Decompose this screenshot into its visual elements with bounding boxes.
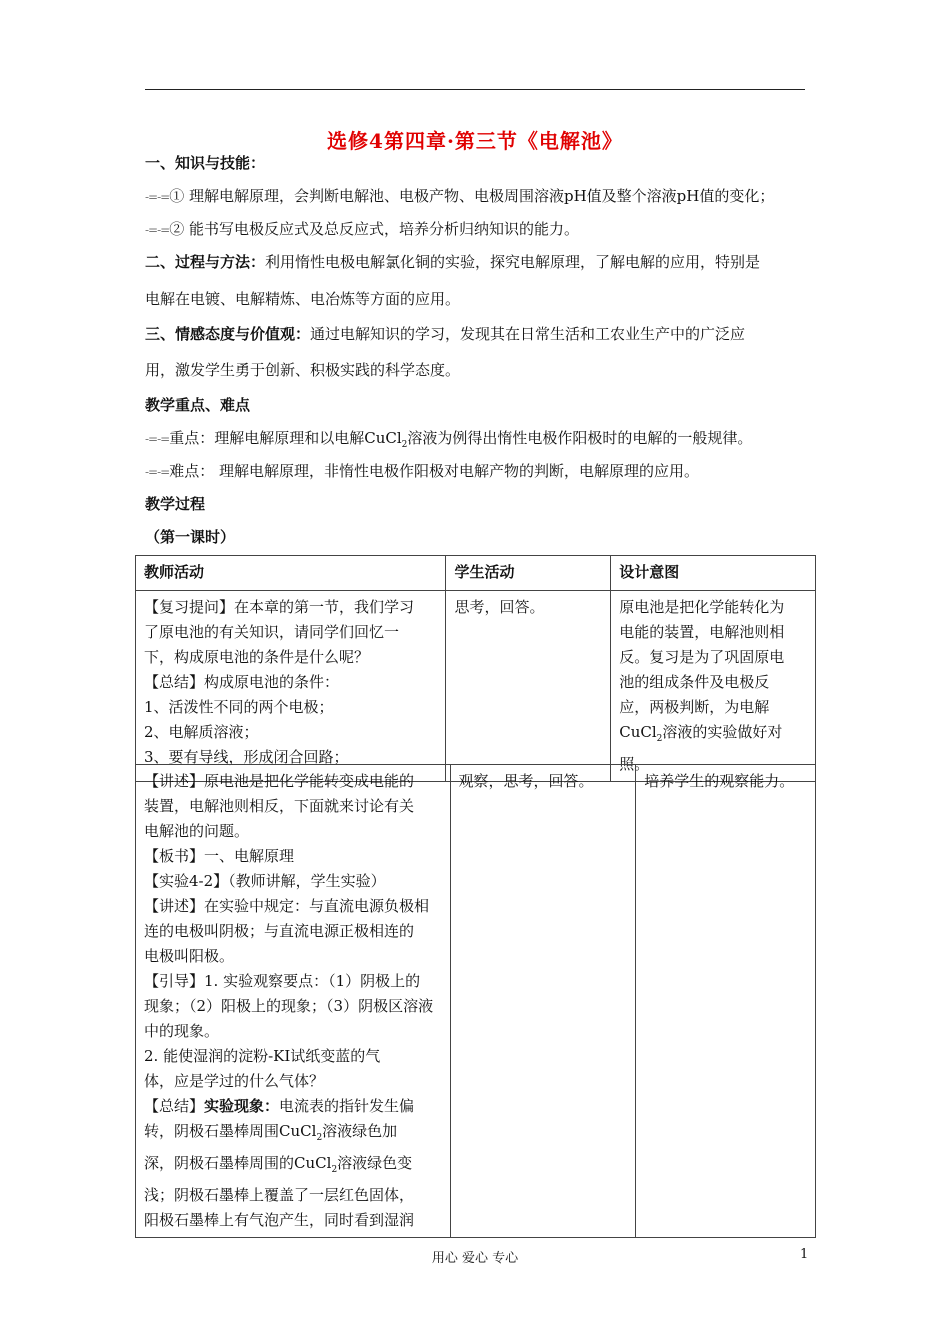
process-heading: 教学过程 [145, 495, 206, 513]
header-intent: 设计意图 [611, 556, 816, 591]
teacher-cell: 【复习提问】在本章的第一节，我们学习 了原电池的有关知识，请同学们回忆一 下，构成原电池的条件是什么呢？ 【总结】构成原电池的条件： 1、活泼性不同的两个电极； 2、电解质溶液； 3、要有导线，形成闭合回路； [136, 591, 446, 782]
table-header-row [136, 556, 816, 591]
page-number: 1 [800, 1247, 809, 1262]
section-attitude-cont: 用，激发学生勇于创新、积极实践的科学态度。 [145, 361, 461, 379]
lesson-label: （第一课时） [145, 528, 236, 546]
key-points-heading: 教学重点、难点 [145, 396, 251, 414]
header-student: 学生活动 [446, 556, 611, 591]
section-attitude: 三、情感态度与价值观：通过电解知识的学习，发现其在日常生活和工农业生产中的广泛应 [145, 325, 746, 343]
student-cell: 观察，思考，回答。 [450, 765, 636, 1238]
difficult-point-line: -=-=难点： 理解电解原理，非惰性电极作阳极对电解产物的判断，电解原理的应用。 [145, 462, 699, 480]
section-process-method-cont: 电解在电镀、电解精炼、电冶炼等方面的应用。 [145, 290, 461, 308]
table-row [136, 591, 816, 782]
header-teacher: 教师活动 [136, 556, 446, 591]
lesson-table-continued [135, 764, 816, 1238]
student-cell: 思考，回答。 [446, 591, 611, 782]
section-heading-knowledge: 一、知识与技能： [145, 154, 266, 172]
objective-line: -=-=① 理解电解原理，会判断电解池、电极产物、电极周围溶液pH值及整个溶液pH值的变化； [145, 187, 775, 205]
key-point-line: -=-=重点：理解电解原理和以电解CuCl$_2$溶液为例得出惰性电极作阳极时的电解的一般规律。 [145, 429, 753, 450]
intent-cell: 原电池是把化学能转化为 电能的装置，电解池则相 反。复习是为了巩固原电 池的组成条件及电极反 应，两极判断，为电解 CuCl$_2$溶液的实验做好对 照。 [611, 591, 816, 782]
intent-cell: 培养学生的观察能力。 [636, 765, 816, 1238]
lesson-table [135, 555, 816, 782]
objective-line: -=-=② 能书写电极反应式及总反应式，培养分析归纳知识的能力。 [145, 220, 579, 238]
footer-motto: 用心 爱心 专心 [431, 1251, 519, 1266]
table-row [136, 765, 816, 1238]
header-rule [145, 89, 805, 90]
page-title: 选修4第四章·第三节《电解池》 [327, 129, 623, 153]
section-process-method: 二、过程与方法：利用惰性电极电解氯化铜的实验，探究电解原理，了解电解的应用，特别是 [145, 253, 761, 271]
teacher-cell: 【讲述】原电池是把化学能转变成电能的 装置，电解池则相反，下面就来讨论有关 电解池的问题。 【板书】一、电解原理 【实验4-2】（教师讲解，学生实验） 【讲述】在实验中规定：与直流电源负极相 连的电极叫阴极；与直流电源正极相连的 电极叫阳极。 【引导】1. 实验观察要点：（1）阴极上的 现象；（2）阳极上的现象；（3）阴极区溶液 中的现象。 2. 能使湿润的淀粉-KI试纸变蓝的气 体，应是学过的什么气体？ 【总结】实验现象：电流表的指针发生偏 转，阴极石墨棒周围CuCl$_2$溶液绿色加 深，阴极石墨棒周围的CuCl$_2$溶液绿色变 浅；阴极石墨棒上覆盖了一层红色固体， 阳极石墨棒上有气泡产生，同时看到湿润 [136, 765, 451, 1238]
